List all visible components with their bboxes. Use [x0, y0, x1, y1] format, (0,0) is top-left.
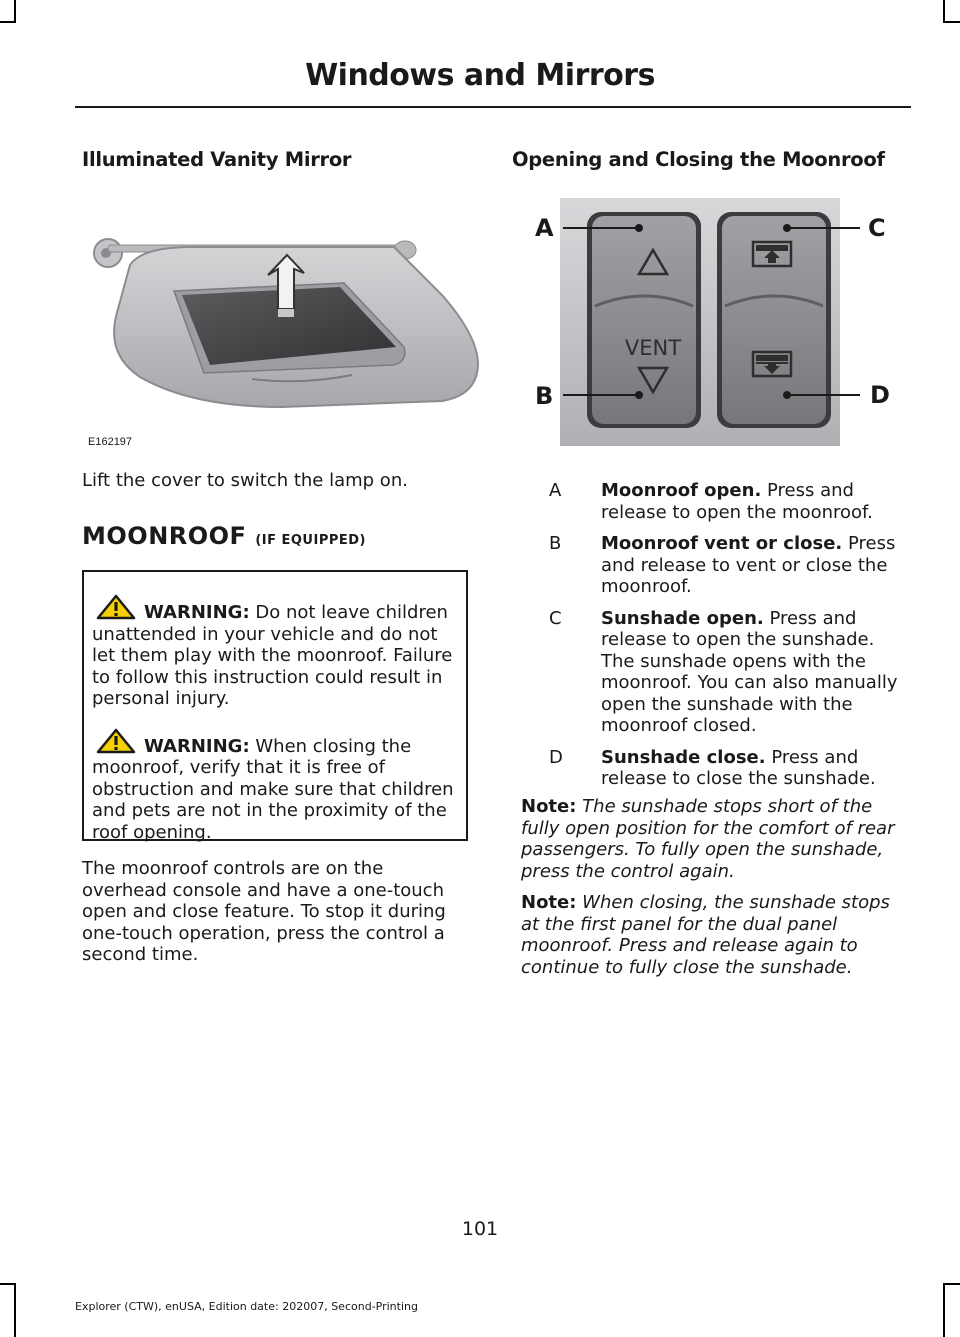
- footer-text: Explorer (CTW), enUSA, Edition date: 202007, Second-Printing: [75, 1300, 418, 1313]
- moonroof-heading-suffix: (IF EQUIPPED): [255, 533, 366, 548]
- moonroof-controls-illustration: [525, 198, 910, 453]
- legend-text: Press and release to open the moonroof.: [601, 480, 873, 523]
- legend-title: Moonroof open.: [601, 480, 762, 501]
- legend-letter: C: [549, 607, 562, 629]
- note-label: Note:: [521, 796, 577, 817]
- crop-mark: [14, 0, 16, 22]
- callout-label-c: C: [868, 214, 886, 242]
- crop-mark: [943, 0, 945, 22]
- crop-mark: [0, 1283, 16, 1285]
- figure-code: E162197: [88, 436, 133, 448]
- warning-text: Do not leave children unattended in your vehicle and do not let them play with the moonroof. Failure to follow this instruction could result in personal injury.: [92, 602, 453, 709]
- page-number: 101: [461, 1218, 499, 1240]
- legend-text: Press and release to close the sunshade.: [601, 746, 876, 789]
- callout-label-d: D: [870, 381, 890, 409]
- warning-text: When closing the moonroof, verify that it is free of obstruction and make sure that children and pets are not in the proximity of the roof opening.: [92, 735, 454, 843]
- warning-triangle-icon: [96, 728, 136, 754]
- legend-item: [521, 747, 911, 790]
- crop-mark: [14, 1283, 16, 1337]
- moonroof-section-heading: Opening and Closing the Moonroof: [512, 148, 885, 171]
- page-title: Windows and Mirrors: [305, 58, 655, 93]
- vanity-mirror-heading: Illuminated Vanity Mirror: [82, 148, 352, 171]
- legend-letter: A: [549, 480, 562, 501]
- legend-text: Press and release to open the sunshade. The sunshade opens with the moonroof. You can also manually open the sunshade with the moonroof closed.: [601, 607, 898, 736]
- note-text: The sunshade stops short of the fully open position for the comfort of rear passengers. To fully open the sunshade, press the control again.: [521, 796, 895, 882]
- warning-label: WARNING:: [144, 735, 250, 757]
- moonroof-heading-text: MOONROOF: [82, 522, 247, 550]
- crop-mark: [0, 21, 16, 23]
- vanity-mirror-illustration: [82, 225, 482, 455]
- warning-label: WARNING:: [144, 602, 250, 623]
- legend-title: Moonroof vent or close.: [601, 533, 843, 554]
- legend-letter: D: [549, 746, 563, 768]
- legend-letter: B: [549, 533, 562, 554]
- note-item: [521, 796, 911, 882]
- warning-item: [92, 728, 462, 844]
- legend-title: Sunshade open.: [601, 607, 764, 629]
- note-text: When closing, the sunshade stops at the first panel for the dual panel moonroof. Press and release again to continue to fully close the sunshade.: [521, 892, 890, 978]
- warning-item: [92, 594, 462, 710]
- vanity-instruction: Lift the cover to switch the lamp on.: [82, 470, 408, 491]
- moonroof-heading: [82, 522, 366, 550]
- crop-mark: [943, 1283, 960, 1285]
- legend-item: [521, 480, 911, 523]
- callout-label-a: A: [535, 214, 554, 242]
- warning-triangle-icon: [96, 594, 136, 620]
- legend-title: Sunshade close.: [601, 746, 766, 768]
- legend-item: [521, 533, 911, 598]
- warning-box: [82, 570, 468, 841]
- legend-item: [521, 608, 911, 737]
- note-label: Note:: [521, 892, 577, 913]
- header-rule: [75, 106, 911, 108]
- note-item: [521, 892, 911, 978]
- vent-label: VENT: [624, 336, 682, 360]
- callout-legend: [521, 480, 911, 800]
- crop-mark: [943, 1283, 945, 1337]
- legend-text: Press and release to vent or close the moonroof.: [601, 533, 896, 597]
- crop-mark: [943, 21, 960, 23]
- callout-label-b: B: [535, 382, 554, 410]
- moonroof-controls-text: The moonroof controls are on the overhead console and have a one-touch open and close feature. To stop it during one-touch operation, press the control a second time.: [82, 858, 446, 965]
